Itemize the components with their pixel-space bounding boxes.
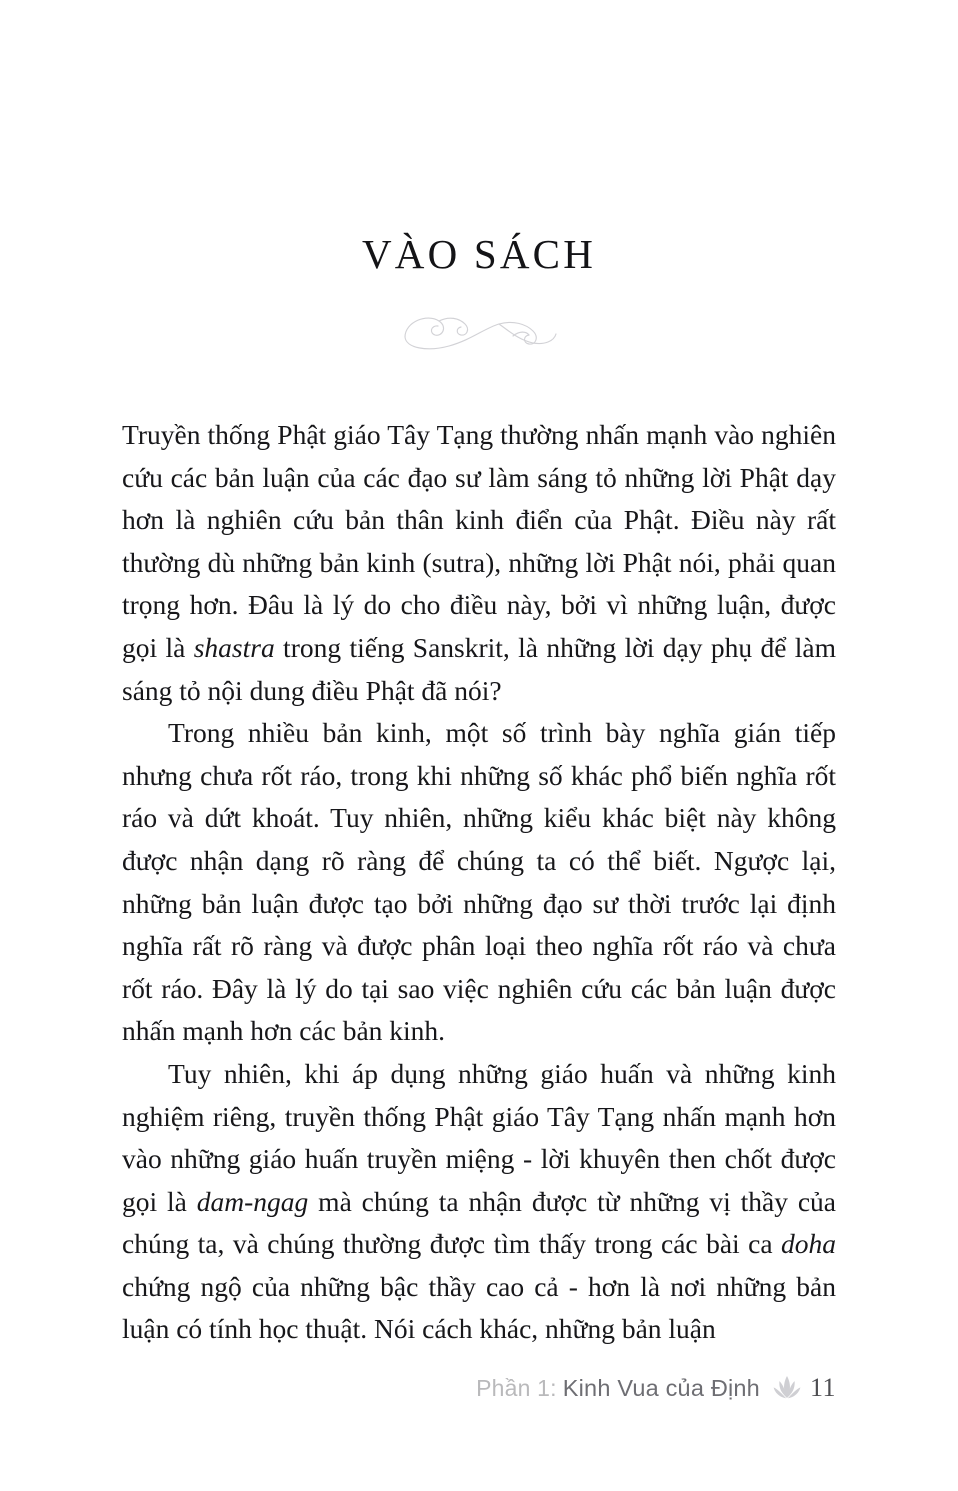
flourish-ornament-icon: [393, 300, 565, 360]
text-run: chứng ngộ của những bậc thầy cao cả - hơn là nơi những bản luận có tính học thuật. Nói cách khác, những bản luận: [122, 1270, 836, 1345]
text-run: mà chúng ta nhận được từ những vị thầy của chúng ta, và chúng thường được tìm thấy trong các bài ca: [122, 1185, 836, 1260]
text-run: Tuy nhiên, khi áp dụng những giáo huấn và những kinh nghiệm riêng, truyền thống Phật giáo Tây Tạng nhấn mạnh hơn vào những giáo huấn truyền miệng - lời khuyên then chốt được gọi là: [122, 1057, 836, 1217]
footer-book-title: Kinh Vua của Định: [562, 1374, 760, 1401]
italic-term: shastra: [193, 631, 275, 663]
page-number: 11: [809, 1373, 836, 1402]
paragraph: [122, 1053, 836, 1351]
paragraph: [122, 712, 836, 1053]
body-text: [122, 414, 836, 1351]
page-footer: [122, 1366, 836, 1410]
paragraph: [122, 414, 836, 712]
text-run: Trong nhiều bản kinh, một số trình bày nghĩa gián tiếp nhưng chưa rốt ráo, trong khi những số khác phổ biến nghĩa rốt ráo và dứt khoát. Tuy nhiên, những kiểu khác biệt này không được nhận dạng rõ ràng để chúng ta có thể biết. Ngược lại, những bản luận được tạo bởi những đạo sư thời trước lại định nghĩa rất rõ ràng và được phân loại theo nghĩa rốt ráo và chưa rốt ráo. Đây là lý do tại sao việc nghiên cứu các bản luận được nhấn mạnh hơn các bản kinh.: [122, 717, 836, 1047]
italic-term: dam-ngag: [196, 1185, 309, 1217]
chapter-heading: [0, 233, 958, 276]
italic-term: doha: [781, 1228, 836, 1260]
page-title: VÀO SÁCH: [361, 231, 597, 277]
text-run: Truyền thống Phật giáo Tây Tạng thường nhấn mạnh vào nghiên cứu các bản luận của các đạo sư làm sáng tỏ những lời Phật dạy hơn là nghiên cứu bản thân kinh điển của Phật. Điều này rất thường dù những bản kinh (sutra), những lời Phật nói, phải quan trọng hơn. Đâu là lý do cho điều này, bởi vì những luận, được gọi là: [122, 419, 836, 663]
lotus-icon: [770, 1371, 804, 1405]
text-run: trong tiếng Sanskrit, là những lời dạy phụ để làm sáng tỏ nội dung điều Phật đã nói?: [122, 631, 836, 706]
footer-part-label: Phần 1:: [476, 1374, 557, 1401]
